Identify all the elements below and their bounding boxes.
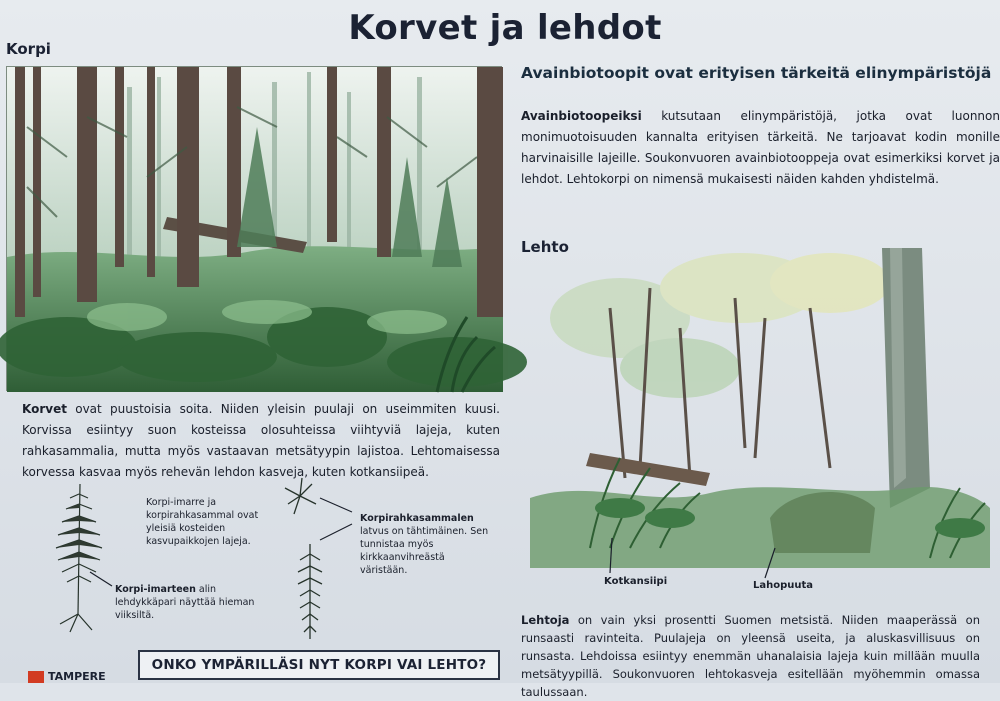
page-title: Korvet ja lehdot (348, 8, 662, 48)
note3-lead: Korpirahkasammalen (360, 513, 474, 524)
korpirahkasammal-moss-drawing (280, 474, 360, 644)
avainbiotoopit-text: kutsutaan elinympäristöjä, jotka ovat luonnon monimuotoisuuden kannalta erityisen tärkeitä. Ne tarjoavat kodin monille harvinaisille lajeille. Soukonvuoren avainbiotooppeja ovat esimerkiksi korvet ja lehdot. Lehtokorpi on nimensä mukaisesti näiden kahden yhdistelmä. (521, 109, 1000, 186)
avainbiotoopit-paragraph (521, 106, 1000, 190)
grove-forest-image (530, 248, 990, 593)
note-korpi-imarre: Korpi-imarre ja korpirahkasammal ovat yleisiä kosteiden kasvupaikkojen lajeja. (146, 497, 259, 547)
note-korpirahkasammal (360, 512, 490, 577)
lehto-lead: Lehtoja (521, 613, 570, 627)
avainbiotoopit-lead: Avainbiotoopeiksi (521, 109, 642, 123)
note2-lead: Korpi-imarteen (115, 584, 196, 595)
lehto-label: Lehto (521, 238, 569, 256)
korpi-text: ovat puustoisia soita. Niiden yleisin puulaji on useimmiten kuusi. Korvissa esiintyy suon kosteissa olosuhteissa viihtyviä lajeja, kuten rahkasammalia, mutta myös vastaavan metsätyypin lajistoa. Lehtomaisessa korvessa kasvaa myös rehevän lehdon kasveja, kuten kotkansiipeä. (22, 402, 500, 479)
note3-text: latvus on tähtimäinen. Sen tunnistaa myös kirkkaanvihreästä väristään. (360, 526, 489, 576)
lehto-illustration (530, 248, 990, 593)
kotkansiipi-caption: Kotkansiipi (604, 576, 668, 587)
note2-text: alin lehdykkäpari näyttää hieman viiksiltä. (115, 584, 255, 621)
korpi-lead: Korvet (22, 402, 67, 416)
korpi-paragraph (22, 399, 500, 483)
lahopuuta-caption: Lahopuuta (753, 580, 814, 591)
korpi-label: Korpi (6, 40, 51, 58)
tampere-logo-text: TAMPERE (48, 670, 106, 683)
lehto-text: on vain yksi prosentti Suomen metsistä. Niiden maaperässä on runsaasti ravinteita. Puulajeja on yleensä useita, ja aluskasvillisuus on runsasta. Lehdoissa esiintyy enemmän uhanalaisia lajeja kuin millään muulla metsätyypillä. Soukonvuoren lehtokasveja esitellään myöhemmin omassa taulussaan. (521, 613, 980, 699)
tampere-logo (28, 670, 106, 683)
korpi-illustration (6, 66, 502, 391)
spruce-swamp-forest-image (7, 67, 503, 392)
fern-pointer-line (88, 570, 114, 588)
avainbiotoopit-heading: Avainbiotoopit ovat erityisen tärkeitä elinympäristöjä (521, 64, 992, 82)
lehto-paragraph (521, 611, 980, 701)
tampere-logo-icon (28, 671, 44, 683)
question-box: ONKO YMPÄRILLÄSI NYT KORPI VAI LEHTO? (138, 650, 500, 680)
note-korpi-imarteen (115, 583, 255, 622)
korpi-imarre-fern-drawing (40, 484, 120, 634)
